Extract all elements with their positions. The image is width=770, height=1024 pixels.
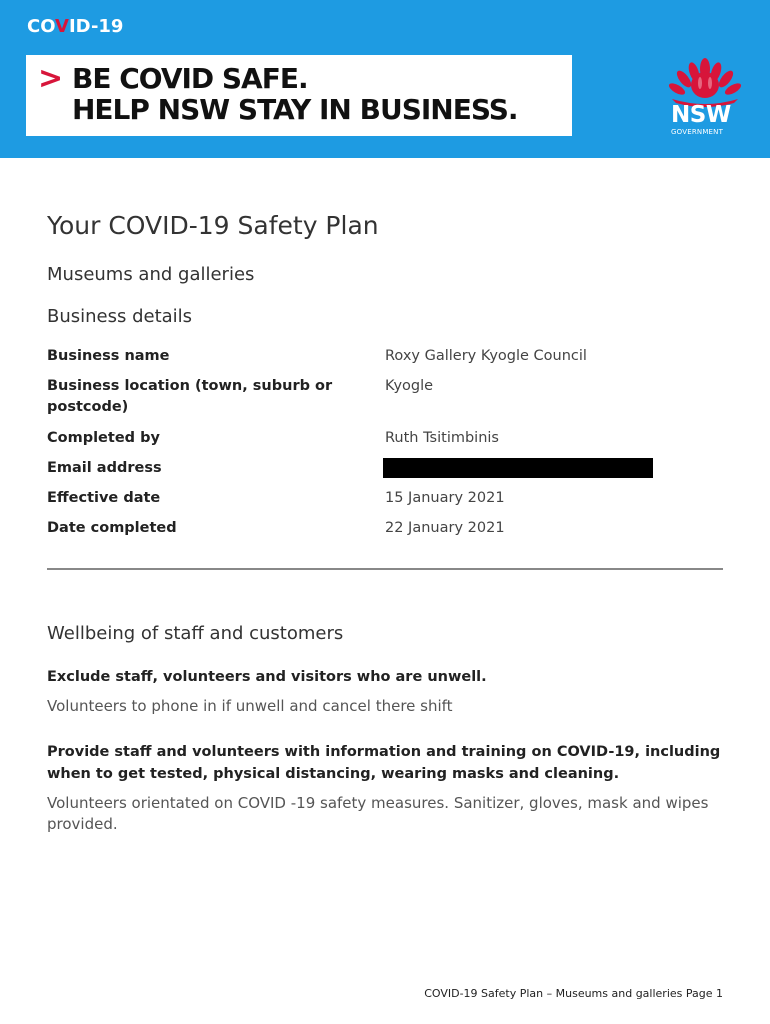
chevron-icon: > [38,61,64,96]
slogan-box [26,55,572,136]
field-label-completed-by: Completed by [47,430,160,446]
section-divider [47,568,723,570]
response-2: Volunteers orientated on COVID -19 safety measures. Sanitizer, gloves, mask and wipes provided. [47,794,709,833]
field-value-effective-date: 15 January 2021 [385,490,505,506]
page-footer: COVID-19 Safety Plan – Museums and galleries Page 1 [424,987,723,1000]
requirement-1: Exclude staff, volunteers and visitors who are unwell. [47,669,487,685]
header-banner [0,0,770,158]
field-label-business-location: Business location (town, suburb or postcode) [47,378,333,415]
covid-tag-suffix: ID-19 [68,16,124,37]
response-1: Volunteers to phone in if unwell and cancel there shift [47,697,453,715]
field-value-business-name: Roxy Gallery Kyogle Council [385,348,587,364]
field-label-email: Email address [47,460,162,476]
field-label-business-name: Business name [47,348,170,364]
slogan-line-1: BE COVID SAFE. [72,62,308,95]
requirement-2: Provide staff and volunteers with information and training on COVID-19, including when to get tested, physical distancing, wearing masks and cleaning. [47,744,721,782]
field-value-date-completed: 22 January 2021 [385,520,505,536]
nsw-logo-text: NSW [671,102,731,128]
covid-19-tag [27,16,123,37]
field-label-effective-date: Effective date [47,490,161,506]
email-redaction-bar [383,458,653,478]
slogan-line-2: HELP NSW STAY IN BUSINESS. [72,93,518,126]
covid-tag-prefix: CO [27,16,56,37]
field-value-business-location: Kyogle [385,378,434,394]
field-label-date-completed: Date completed [47,520,177,536]
wellbeing-heading: Wellbeing of staff and customers [47,623,344,644]
field-value-completed-by: Ruth Tsitimbinis [385,430,499,446]
business-details-heading: Business details [47,306,193,327]
sector-heading: Museums and galleries [47,264,255,285]
page-title: Your COVID-19 Safety Plan [47,211,379,240]
covid-tag-v: V [55,16,69,37]
nsw-logo-subtitle: GOVERNMENT [671,128,724,136]
